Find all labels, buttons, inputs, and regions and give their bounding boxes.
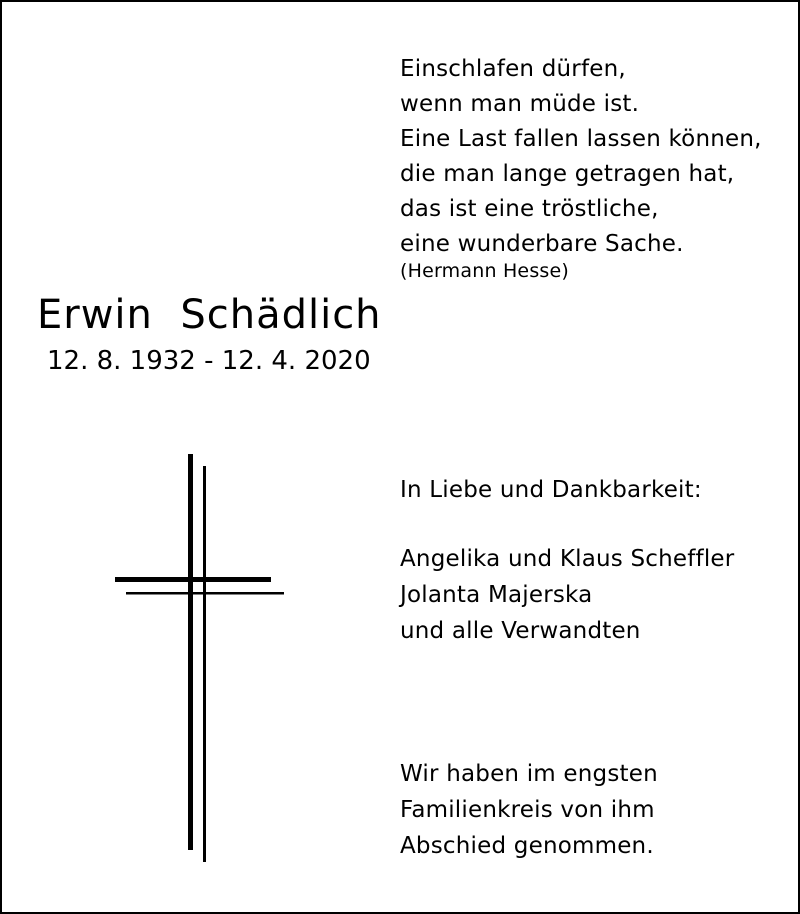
mourner-name: Jolanta Majerska	[400, 582, 593, 608]
mourner-name: Angelika und Klaus Scheffler	[400, 546, 735, 572]
life-dates: 12. 8. 1932 - 12. 4. 2020	[47, 346, 371, 376]
cross-vertical-bar-thick	[188, 454, 193, 850]
mourners-list	[400, 541, 796, 649]
poem-line: eine wunderbare Sache.	[400, 231, 684, 257]
poem-author: (Hermann Hesse)	[400, 260, 570, 282]
farewell-notice	[400, 756, 796, 864]
poem-line: das ist eine tröstliche,	[400, 196, 659, 222]
cross-vertical-bar-thin	[203, 466, 206, 862]
mourners-intro-text: In Liebe und Dankbarkeit:	[400, 477, 702, 503]
cross-horizontal-bar-thin	[126, 592, 284, 595]
notice-line: Abschied genommen.	[400, 833, 654, 859]
cross-horizontal-bar-thick	[115, 577, 271, 582]
poem-line: die man lange getragen hat,	[400, 161, 735, 187]
poem-line: wenn man müde ist.	[400, 91, 640, 117]
mourners-intro	[400, 472, 796, 508]
poem-line: Einschlafen dürfen,	[400, 56, 626, 82]
notice-line: Wir haben im engsten	[400, 761, 658, 787]
mourner-name: und alle Verwandten	[400, 618, 641, 644]
poem	[400, 52, 796, 283]
notice-line: Familienkreis von ihm	[400, 797, 655, 823]
cross-icon	[110, 450, 290, 870]
poem-line: Eine Last fallen lassen können,	[400, 126, 762, 152]
deceased-name: Erwin Schädlich	[37, 292, 382, 338]
